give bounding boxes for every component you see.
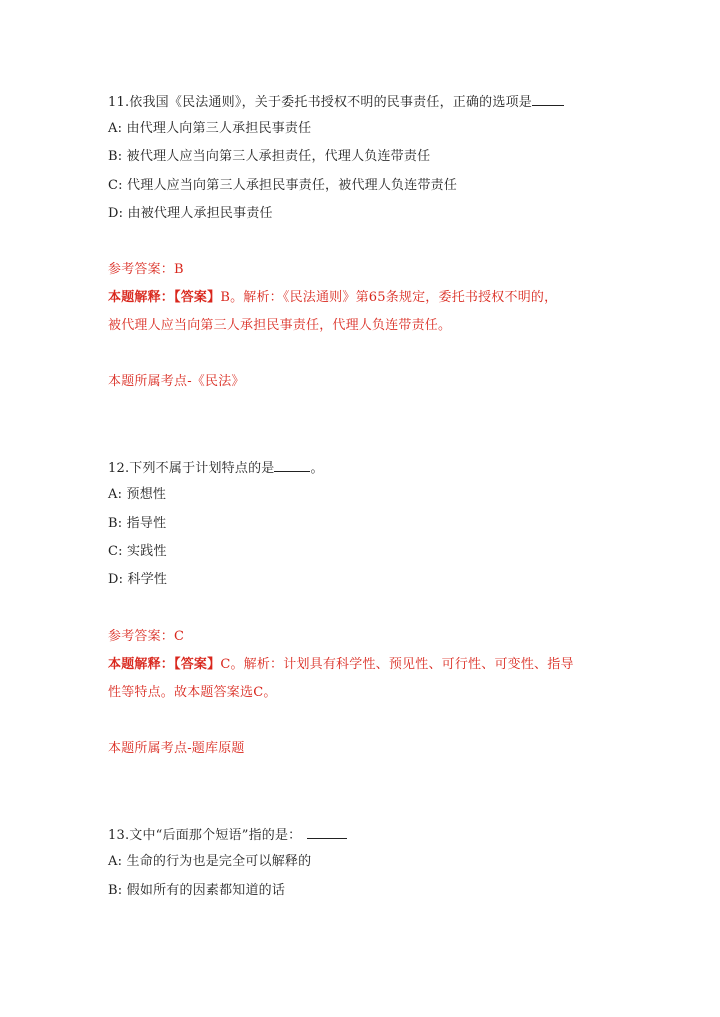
answer-blank (274, 459, 310, 472)
question-11 (108, 93, 564, 111)
option-11-b: B: 被代理人应当向第三人承担责任，代理人负连带责任 (108, 149, 431, 164)
question-12-end: 。 (310, 461, 324, 476)
explanation-12-line-2: 性等特点。故本题答案选C。 (108, 685, 277, 700)
option-12-d: D: 科学性 (108, 572, 168, 587)
topic-11: 本题所属考点-《民法》 (108, 374, 245, 389)
option-12-b: B: 指导性 (108, 516, 167, 531)
question-11-text: 11.依我国《民法通则》，关于委托书授权不明的民事责任，正确的选项是 (108, 95, 532, 110)
explanation-label: 本题解释：【答案】 (108, 290, 221, 305)
explanation-12-line-1 (108, 657, 574, 673)
answer-blank (307, 826, 347, 839)
answer-11: 参考答案：B (108, 262, 184, 277)
question-12-text: 12.下列不属于计划特点的是 (108, 461, 275, 476)
explanation-label: 本题解释：【答案】 (108, 657, 221, 672)
answer-blank (532, 93, 564, 106)
option-13-b: B: 假如所有的因素都知道的话 (108, 883, 286, 898)
option-13-a: A: 生命的行为也是完全可以解释的 (108, 854, 312, 869)
explanation-11-line-1 (108, 290, 557, 306)
option-12-a: A: 预想性 (108, 487, 167, 502)
answer-12: 参考答案：C (108, 629, 185, 644)
explanation-11-line-2: 被代理人应当向第三人承担民事责任，代理人负连带责任。 (108, 318, 452, 333)
topic-12: 本题所属考点-题库原题 (108, 741, 245, 756)
question-12 (108, 459, 324, 477)
question-13-text: 13.文中“后面那个短语”指的是： (108, 828, 302, 843)
option-12-c: C: 实践性 (108, 544, 167, 559)
question-13 (108, 826, 347, 844)
option-11-d: D: 由被代理人承担民事责任 (108, 206, 273, 221)
option-11-a: A: 由代理人向第三人承担民事责任 (108, 121, 312, 136)
explanation-text: B。解析：《民法通则》第65条规定，委托书授权不明的， (220, 290, 558, 305)
explanation-text: C。解析：计划具有科学性、预见性、可行性、可变性、指导 (220, 657, 574, 672)
option-11-c: C: 代理人应当向第三人承担民事责任，被代理人负连带责任 (108, 178, 458, 193)
